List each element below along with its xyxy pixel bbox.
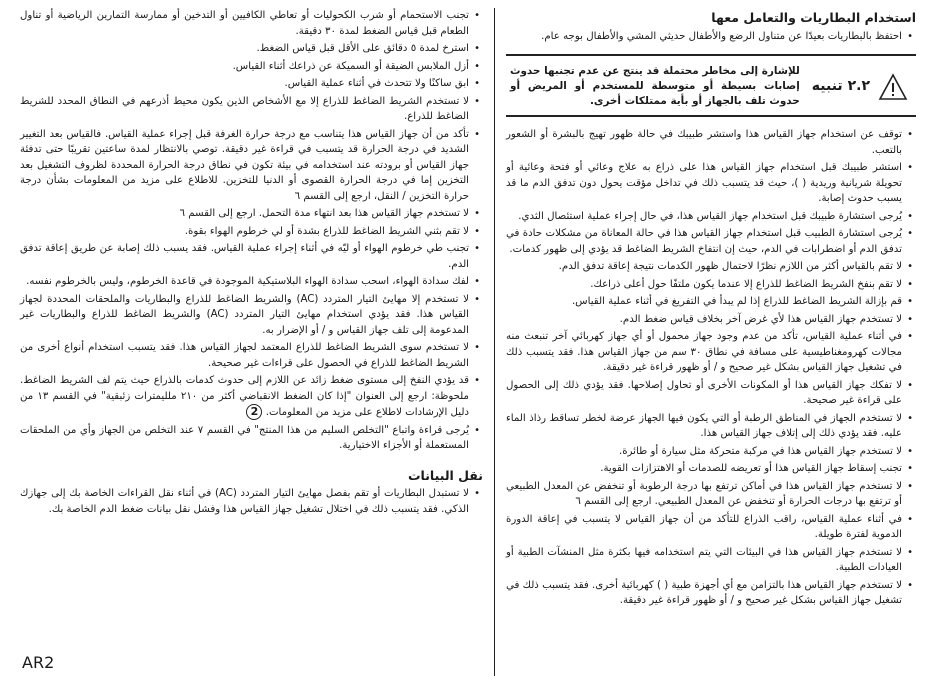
list-item: • لا تقم بالقياس أكثر من اللازم نظرًا لاحتمال ظهور الكدمات نتيجة إعاقة تدفق الدم. [506, 259, 902, 275]
data-transfer-list [20, 486, 483, 517]
list-item: • يُرجى قراءة واتباع "التخلص السليم من هذا المنتج" في القسم ٧ عند التخلص من الجهاز وأي من الملحقات المستعملة أو الأجزاء الاختيارية. [20, 423, 469, 454]
caution-label: تنبيه [811, 77, 843, 94]
warning-triangle-icon [878, 73, 908, 101]
list-item: • يُرجى استشارة طبيبك قبل استخدام جهاز القياس هذا، في حال إجراء عملية استئصال الثدي. [506, 209, 902, 225]
list-item: • تأكد من أن جهاز القياس هذا يتناسب مع درجة حرارة الغرفة قبل إجراء عملية القياس. فالقياس بعد التغيير الشديد في درجة الحرارة قد يتسبب في قراءة غير دقيقة. توصي بالانتظار لمدة ساعتين تقريبًا حتى تدفئة جهاز القياس أو برودته عند استخدامه في بيئة تكون في نطاق درجة الحرارة المحددة لظروف التشغيل بعد التخزين إما في درجة الحرارة القصوى أو الدنيا للتخزين. للاطلاع على مزيد من المعلومات بشأن درجة حرارة التخزين / النقل، ارجع إلى القسم ٦ [20, 127, 469, 205]
list-item: • استشر طبيبك قبل استخدام جهاز القياس هذا على ذراع به علاج وعائي أو فتحة وعائية أو تحويلة شريانية وريدية ( )، حيث قد يتسبب ذلك في تداخل مؤقت يحول دون تدفق الدم ما قد يسبب حدوث إصابة. [506, 160, 902, 207]
caution-title [812, 79, 870, 95]
list-item: • لا تستخدم جهاز القياس هذا في أماكن ترتفع بها درجة الرطوبة أو تنخفض عن المعدل الطبيعي أو ترتفع بها درجات الحرارة أو تنخفض عن المعدل الطبيعي. ارجع إلى القسم ٦ [506, 479, 902, 510]
list-item: • لا تستخدم جهاز القياس هذا لأي غرض آخر بخلاف قياس ضغط الدم. [506, 312, 902, 328]
list-item: • احتفظ بالبطاريات بعيدًا عن متناول الرضع والأطفال حديثي المشي والأطفال بوجه عام. [506, 29, 902, 45]
list-item: • لا تستخدم إلا مهايئ التيار المتردد (AC) والشريط الضاغط للذراع والبطاريات والملحقات المحددة لجهاز القياس هذا. فقد يؤدي استخدام مهايئ التيار المتردد (AC) والشريط الضاغط للذراع والبطاريات غير المدعومة إلى تلف جهاز القياس و / أو الإضرار به. [20, 292, 469, 339]
measurement-list [20, 8, 483, 454]
caution-list [506, 127, 916, 609]
list-item: • ابق ساكنًا ولا تتحدث في أثناء عملية القياس. [20, 76, 469, 92]
list-item: • في أثناء عملية القياس، راقب الذراع للتأكد من أن جهاز القياس لا يتسبب في إعاقة الدورة الدموية لفترة طويلة. [506, 512, 902, 543]
list-item: • لفك سدادة الهواء، اسحب سدادة الهواء البلاستيكية الموجودة في قاعدة الخرطوم، وليس بالخرطوم نفسه. [20, 274, 469, 290]
section-heading-data-transfer: نقل البيانات [407, 467, 483, 483]
list-item: • يُرجى استشارة الطبيب قبل استخدام جهاز القياس هذا في حالة المعاناة من مشكلات حادة في تدفق الدم أو اضطرابات في الدم، حيث إن انتفاخ الشريط الضاغط قد يؤدي إلى ظهور كدمات. [506, 226, 902, 257]
list-item: • لا تستخدم جهاز القياس هذا في مركبة متحركة مثل سيارة أو طائرة. [506, 444, 902, 460]
list-item: • تجنب طي خرطوم الهواء أو ليّه في أثناء إجراء عملية القياس. فقد يسبب ذلك إصابة عن طريق إعاقة تدفق الدم. [20, 241, 469, 272]
caution-text: للإشارة إلى مخاطر محتملة قد ينتج عن عدم تجنبها حدوث إصابات بسيطة أو متوسطة للمستخدم أو المريض أو حدوث تلف بالجهاز أو بأية ممتلكات أخرى. [510, 65, 800, 107]
caution-number: ٢.٢ [847, 77, 870, 94]
list-item: • لا تستبدل البطاريات أو تقم بفصل مهايئ التيار المتردد (AC) في أثناء نقل القراءات الخاصة بك إلى جهازك الذكي. فقد يتسبب ذلك في اختلال تشغيل جهاز القياس هذا وفشل نقل بيانات ضغط الدم الخاصة بك. [20, 486, 469, 517]
list-item: • لا تستخدم جهاز القياس هذا بعد انتهاء مدة التحمل. ارجع إلى القسم ٦ [20, 206, 469, 222]
list-item: • لا تستخدم جهاز القياس هذا في البيئات التي يتم استخدامه فيها بكثرة مثل المنشآت الطبية أو العيادات الطبية. [506, 545, 902, 576]
list-item: • لا تفكك جهاز القياس هذا أو المكونات الأخرى أو تحاول إصلاحها. فقد يؤدي ذلك إلى الحصول على قراءة غير صحيحة. [506, 378, 902, 409]
section-heading-batteries: استخدام البطاريات والتعامل معها [711, 10, 916, 25]
right-column [506, 8, 916, 611]
column-divider [494, 8, 495, 676]
list-item: • لا تستخدم جهاز القياس هذا بالتزامن مع أي أجهزة طبية ( ) كهربائية أخرى. فقد يتسبب ذلك في تشغيل جهاز القياس بشكل غير صحيح و / أو ظهور قراءة غير دقيقة. [506, 578, 902, 609]
page-number: AR2 [22, 653, 55, 672]
left-column [20, 8, 483, 519]
list-item: • لا تقم بنفخ الشريط الضاغط للذراع إلا عندما يكون ملتفًا حول أعلى ذراعك. [506, 277, 902, 293]
list-item: • توقف عن استخدام جهاز القياس هذا واستشر طبيبك في حالة ظهور تهيج بالبشرة أو الشعور بالتعب. [506, 127, 902, 158]
list-item: • أزل الملابس الضيقة أو السميكة عن ذراعك أثناء القياس. [20, 59, 469, 75]
instruction-manual-ref-badge: 2 [246, 404, 262, 420]
list-item: • قم بإزالة الشريط الضاغط للذراع إذا لم يبدأ في التفريغ في أثناء عملية القياس. [506, 294, 902, 310]
list-item: • لا تستخدم سوى الشريط الضاغط للذراع المعتمد لجهاز القياس هذا. فقد يتسبب استخدام أنواع أخرى من الشريط الضاغط للذراع في الحصول على قراءات غير صحيحة. [20, 340, 469, 371]
list-item-text: قد يؤدي النفخ إلى مستوى ضغط زائد عن اللازم إلى حدوث كدمات بالذراع حيث يتم لف الشريط الضاغط. ملحوظة: ارجع إلى العنوان "إذا كان الضغط الانقباضي أكثر من ٢١٠ ملليمترات زئبقية" في القسم ١٣ من دليل الإرشادات لاطلاع على مزيد من المعلومات. [20, 375, 469, 418]
list-item: • تجنب الاستحمام أو شرب الكحوليات أو تعاطي الكافيين أو التدخين أو ممارسة التمارين الرياضية أو تناول الطعام قبل قياس الضغط لمدة ٣٠ دقيقة. [20, 8, 469, 39]
battery-list [506, 29, 916, 45]
list-item: • لا تقم بثني الشريط الضاغط للذراع بشدة أو لي خرطوم الهواء بقوة. [20, 224, 469, 240]
list-item-with-ref [20, 373, 469, 421]
list-item: • لا تستخدم الشريط الضاغط للذراع إلا مع الأشخاص الذين يكون محيط أذرعهم في النطاق المحدد للشريط الضاغط للذراع. [20, 94, 469, 125]
list-item: • لا تستخدم الجهاز في المناطق الرطبة أو التي يكون فيها الجهاز عرضة لخطر تساقط رذاذ الماء عليه. فقد يؤدي ذلك إلى إتلاف جهاز القياس هذا. [506, 411, 902, 442]
list-item: • استرخ لمدة ٥ دقائق على الأقل قبل قياس الضغط. [20, 41, 469, 57]
caution-box [506, 54, 916, 117]
list-item: • تجنب إسقاط جهاز القياس هذا أو تعريضه للصدمات أو الاهتزازات القوية. [506, 461, 902, 477]
list-item: • في أثناء عملية القياس، تأكد من عدم وجود جهاز محمول أو أي جهاز كهربائي آخر تنبعث منه مجالات كهرومغناطيسية على مسافة في نطاق ٣٠ سم من جهاز القياس هذا. فقد يتسبب ذلك في تشغيل جهاز القياس بشكل غير صحيح و / أو ظهور قراءة غير دقيقة. [506, 329, 902, 376]
